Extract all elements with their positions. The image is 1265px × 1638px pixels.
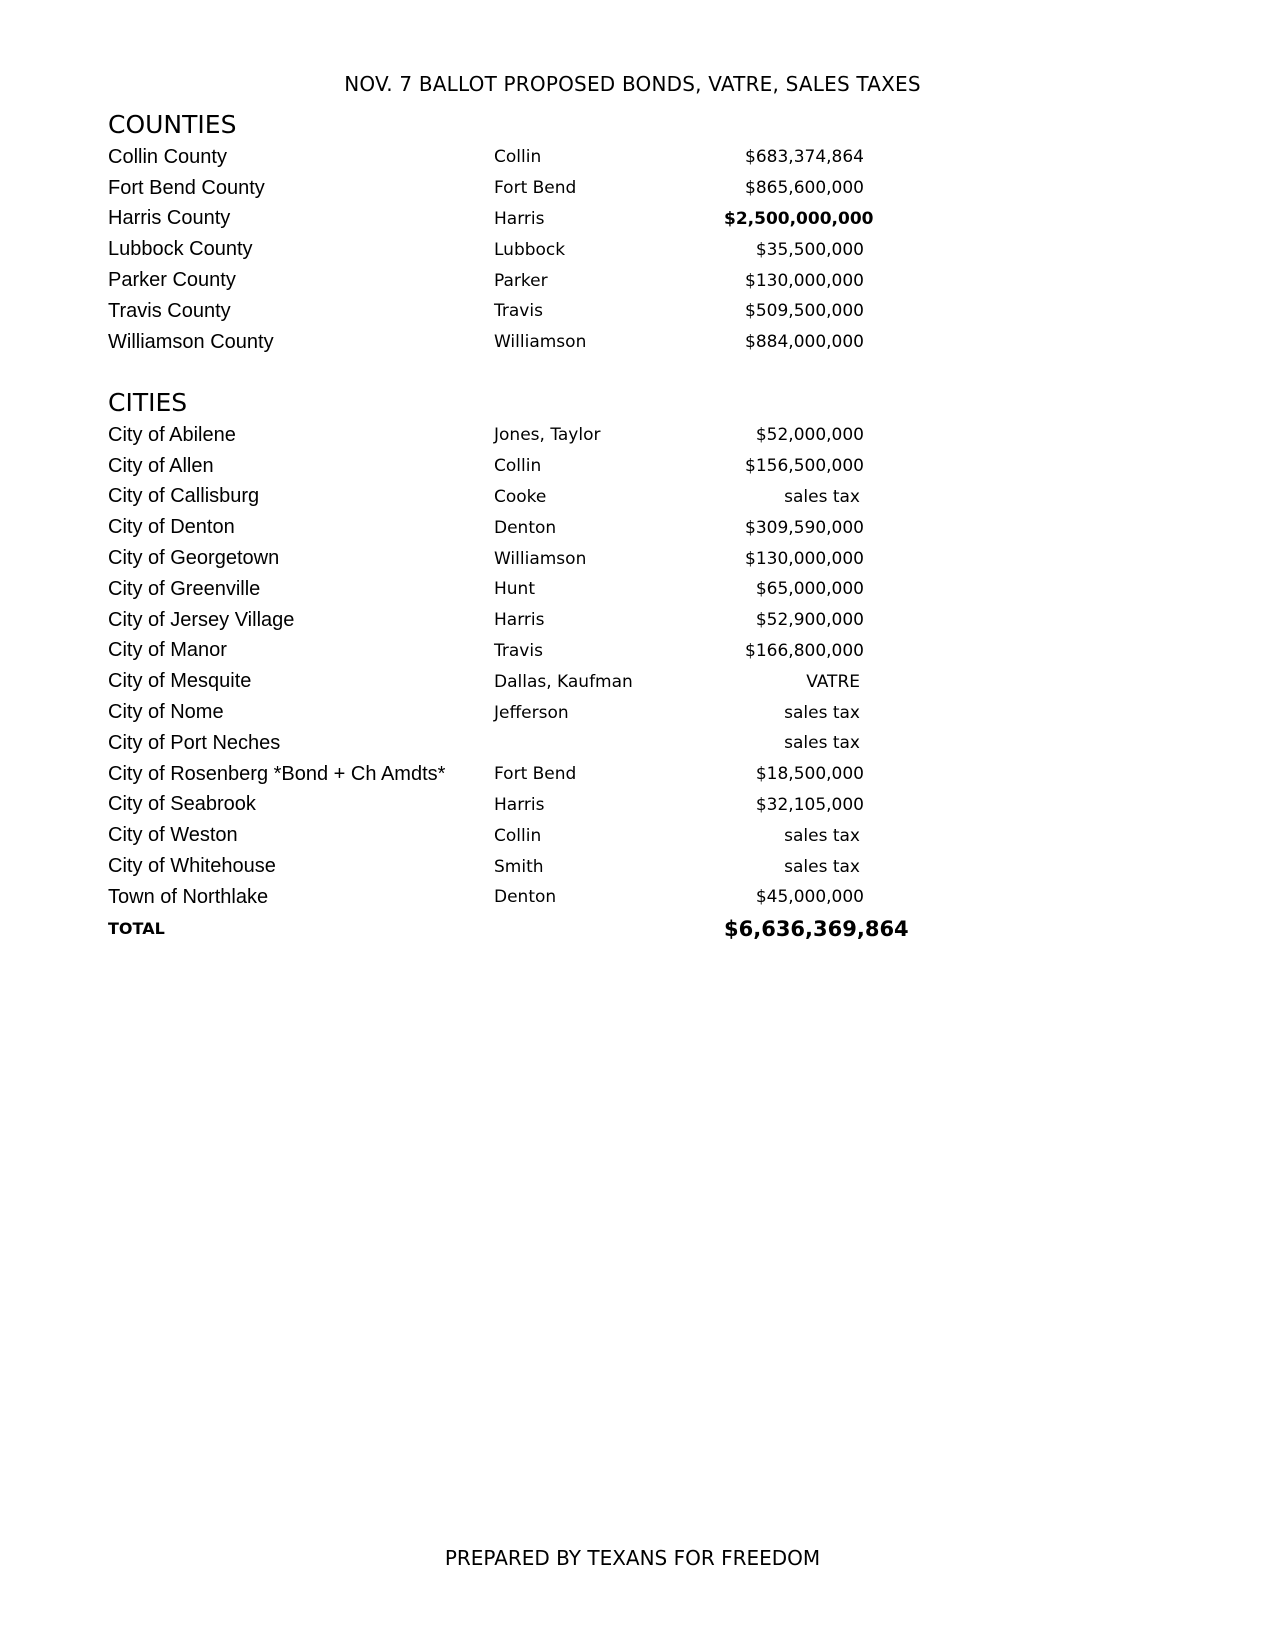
table-row	[108, 605, 868, 636]
county-name: Collin	[494, 825, 542, 846]
table-row	[108, 820, 868, 851]
table-row	[108, 420, 868, 451]
counties-section	[108, 108, 874, 358]
entity-name: City of Greenville	[108, 577, 261, 600]
counties-heading: COUNTIES	[108, 110, 237, 139]
entity-name: Travis County	[108, 299, 231, 322]
amount: $156,500,000	[745, 456, 864, 477]
table-row	[108, 512, 868, 543]
amount: $309,590,000	[745, 517, 864, 538]
entity-name: Town of Northlake	[108, 885, 269, 908]
amount: $884,000,000	[745, 332, 864, 353]
entity-name: Collin County	[108, 145, 227, 168]
amount: $2,500,000,000	[724, 208, 874, 229]
county-name: Denton	[494, 517, 557, 538]
amount: $32,105,000	[755, 794, 864, 815]
entity-name: City of Mesquite	[108, 670, 252, 693]
entity-name: Fort Bend County	[108, 176, 265, 199]
county-name: Travis	[494, 301, 543, 322]
table-row	[108, 759, 868, 790]
amount: $18,500,000	[755, 764, 864, 785]
entity-name: Harris County	[108, 207, 231, 230]
total-row	[108, 913, 909, 945]
amount: sales tax	[784, 702, 860, 723]
amount: sales tax	[784, 825, 860, 846]
county-name: Smith	[494, 856, 544, 877]
entity-name: City of Whitehouse	[108, 855, 276, 878]
amount: $130,000,000	[745, 270, 864, 291]
table-row	[108, 142, 868, 173]
table-row	[108, 728, 868, 759]
county-name: Collin	[494, 147, 542, 168]
amount: $130,000,000	[745, 548, 864, 569]
table-row	[108, 636, 868, 667]
total-label: TOTAL	[108, 919, 165, 939]
table-row	[108, 296, 868, 327]
amount: sales tax	[784, 856, 860, 877]
table-row	[108, 327, 868, 358]
county-name: Williamson	[494, 332, 587, 353]
table-row	[108, 851, 868, 882]
table-row	[108, 666, 868, 697]
table-row	[108, 482, 868, 513]
entity-name: City of Abilene	[108, 423, 236, 446]
county-name: Lubbock	[494, 239, 566, 260]
total-amount: $6,636,369,864	[724, 916, 909, 941]
county-name: Jefferson	[494, 702, 569, 723]
entity-name: City of Jersey Village	[108, 608, 295, 631]
amount: $166,800,000	[745, 640, 864, 661]
county-name: Parker	[494, 270, 548, 291]
table-row	[108, 882, 868, 913]
table-row	[108, 790, 868, 821]
county-name: Williamson	[494, 548, 587, 569]
amount: $509,500,000	[745, 301, 864, 322]
table-row	[108, 265, 868, 296]
entity-name: City of Seabrook	[108, 793, 256, 816]
entity-name: City of Rosenberg *Bond + Ch Amdts*	[108, 762, 446, 785]
footer: PREPARED BY TEXANS FOR FREEDOM	[444, 1546, 821, 1570]
table-row	[108, 234, 868, 265]
entity-name: Williamson County	[108, 330, 274, 353]
county-name: Travis	[494, 640, 543, 661]
amount: sales tax	[784, 486, 860, 507]
cities-heading: CITIES	[108, 388, 188, 417]
county-name: Harris	[494, 208, 545, 229]
county-name: Cooke	[494, 486, 547, 507]
entity-name: City of Callisburg	[108, 485, 260, 508]
county-name: Hunt	[494, 579, 535, 600]
county-name: Dallas, Kaufman	[494, 671, 633, 692]
county-name: Fort Bend	[494, 764, 577, 785]
amount: $65,000,000	[755, 579, 864, 600]
amount: $683,374,864	[745, 147, 864, 168]
county-name: Fort Bend	[494, 178, 577, 199]
county-name: Harris	[494, 794, 545, 815]
county-name: Denton	[494, 887, 557, 908]
county-name: Jones, Taylor	[494, 425, 601, 446]
table-row	[108, 574, 868, 605]
entity-name: City of Weston	[108, 824, 238, 847]
amount: VATRE	[806, 671, 860, 692]
entity-name: City of Port Neches	[108, 731, 281, 754]
amount: $52,000,000	[755, 425, 864, 446]
amount: $52,900,000	[755, 610, 864, 631]
cities-section	[108, 386, 909, 945]
table-row	[108, 697, 868, 728]
entity-name: Parker County	[108, 269, 236, 292]
entity-name: City of Manor	[108, 639, 227, 662]
entity-name: City of Denton	[108, 516, 235, 539]
table-row	[108, 543, 868, 574]
entity-name: Lubbock County	[108, 238, 253, 261]
county-name: Harris	[494, 610, 545, 631]
amount: sales tax	[784, 733, 860, 754]
county-name: Collin	[494, 456, 542, 477]
table-row	[108, 451, 868, 482]
entity-name: City of Nome	[108, 701, 224, 724]
amount: $865,600,000	[745, 178, 864, 199]
page-title: NOV. 7 BALLOT PROPOSED BONDS, VATRE, SALES TAXES	[344, 72, 921, 96]
entity-name: City of Georgetown	[108, 547, 280, 570]
amount: $35,500,000	[755, 239, 864, 260]
amount: $45,000,000	[755, 887, 864, 908]
entity-name: City of Allen	[108, 454, 214, 477]
table-row	[108, 173, 868, 204]
table-row	[108, 204, 874, 235]
